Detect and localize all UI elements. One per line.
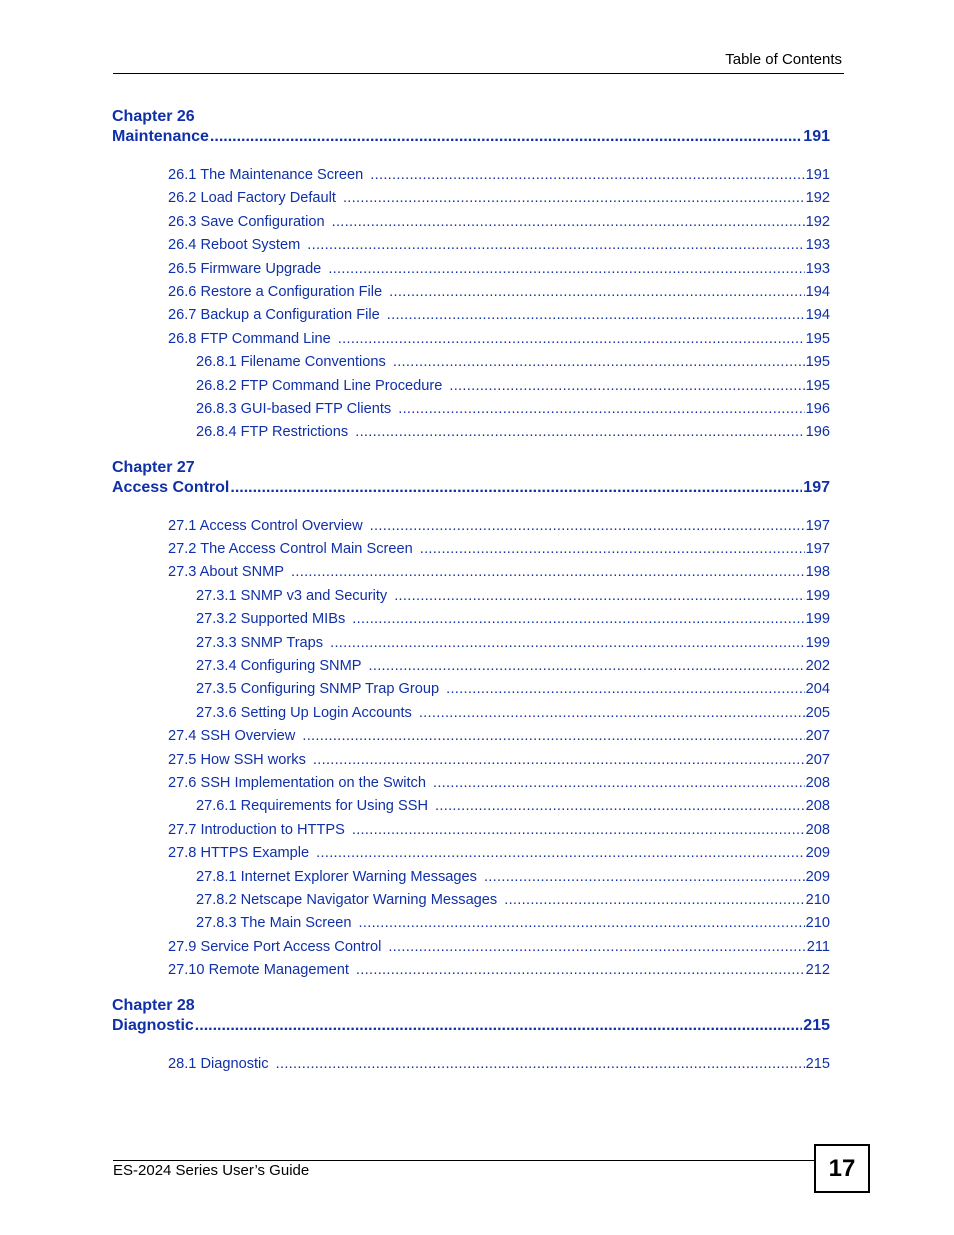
dot-leader <box>356 959 805 982</box>
toc-entry-title: 27.3 About SNMP <box>168 564 285 581</box>
footer-guide-title: ES-2024 Series User’s Guide <box>113 1162 310 1179</box>
dot-leader <box>338 328 805 351</box>
dot-leader <box>359 912 805 935</box>
dot-leader <box>433 772 805 795</box>
toc-entry-page: 198 <box>805 564 830 581</box>
dot-leader <box>316 842 805 865</box>
toc-entry-page: 211 <box>806 938 830 955</box>
toc-entry[interactable] <box>112 678 830 701</box>
toc-entry[interactable] <box>112 749 830 772</box>
toc-entry-page: 195 <box>805 377 830 394</box>
toc-entry[interactable] <box>112 912 830 935</box>
toc-entry[interactable] <box>112 959 830 982</box>
toc-entry-title: 26.2 Load Factory Default <box>168 190 336 207</box>
toc-entry-title: 27.3.6 Setting Up Login Accounts <box>196 704 412 721</box>
toc-entry[interactable] <box>112 281 830 304</box>
toc-entry[interactable] <box>112 187 830 210</box>
page-number: 17 <box>814 1144 870 1193</box>
toc-entry-page: 212 <box>805 962 830 979</box>
chapter-title: Maintenance <box>112 128 209 145</box>
chapter-page: 197 <box>803 478 830 496</box>
toc-entry-page: 196 <box>805 400 830 417</box>
toc-entry-title: 27.8.3 The Main Screen <box>196 915 352 932</box>
toc-entry-page: 210 <box>805 891 830 908</box>
toc-entry-page: 197 <box>805 517 830 534</box>
dot-leader <box>419 702 805 725</box>
toc-entry-page: 209 <box>805 845 830 862</box>
dot-leader <box>398 398 804 421</box>
toc-entry-title: 26.5 Firmware Upgrade <box>168 260 322 277</box>
toc-entry[interactable] <box>112 421 830 444</box>
chapter-label[interactable]: Chapter 28 <box>112 996 195 1014</box>
table-of-contents <box>112 107 830 1089</box>
dot-leader <box>307 234 804 257</box>
toc-entry-title: 26.8 FTP Command Line <box>168 330 331 347</box>
toc-entry-title: 27.3.4 Configuring SNMP <box>196 658 362 675</box>
chapter-page: 215 <box>803 1016 830 1034</box>
dot-leader <box>484 866 805 889</box>
dot-leader <box>276 1053 805 1076</box>
toc-entry-page: 205 <box>805 704 830 721</box>
toc-entry-page: 193 <box>805 237 830 254</box>
header-divider <box>113 73 844 74</box>
toc-entry[interactable] <box>112 1053 830 1076</box>
chapter-block <box>112 458 830 983</box>
toc-entry-page: 195 <box>805 354 830 371</box>
chapter-page: 191 <box>803 128 830 145</box>
toc-entry-page: 197 <box>805 541 830 558</box>
chapter-title: Diagnostic <box>112 1016 194 1034</box>
toc-entry-page: 194 <box>805 307 830 324</box>
toc-entry-title: 27.2 The Access Control Main Screen <box>168 541 413 558</box>
toc-entry-title: 26.8.1 Filename Conventions <box>196 354 386 371</box>
dot-leader <box>332 211 805 234</box>
dot-leader <box>370 515 805 538</box>
toc-entry-title: 26.1 The Maintenance Screen <box>168 167 364 183</box>
dot-leader <box>343 187 805 210</box>
toc-entry-page: 215 <box>805 1055 830 1072</box>
dot-leader <box>435 795 805 818</box>
toc-entry[interactable] <box>112 632 830 655</box>
toc-entry-title: 26.3 Save Configuration <box>168 213 325 230</box>
toc-entry-page: 204 <box>805 681 830 698</box>
toc-entry-title: 26.4 Reboot System <box>168 237 301 254</box>
toc-entry-page: 199 <box>805 587 830 604</box>
toc-entry[interactable] <box>112 702 830 725</box>
toc-entry[interactable] <box>112 936 830 959</box>
toc-entry-title: 27.8.2 Netscape Navigator Warning Messages <box>196 891 498 908</box>
toc-entry-title: 26.8.4 FTP Restrictions <box>196 424 349 441</box>
dot-leader <box>449 375 804 398</box>
toc-entry-page: 199 <box>805 611 830 628</box>
dot-leader <box>328 258 804 281</box>
toc-entry[interactable] <box>112 258 830 281</box>
dot-leader <box>330 632 805 655</box>
toc-entry[interactable] <box>112 304 830 327</box>
running-header: Table of Contents <box>725 51 842 68</box>
chapter-label[interactable]: Chapter 26 <box>112 108 195 125</box>
dot-leader <box>352 819 805 842</box>
toc-entry-title: 27.6 SSH Implementation on the Switch <box>168 774 426 791</box>
toc-entry[interactable] <box>112 655 830 678</box>
chapter-title: Access Control <box>112 478 230 496</box>
toc-entry-title: 26.8.2 FTP Command Line Procedure <box>196 377 443 394</box>
toc-entry-title: 27.7 Introduction to HTTPS <box>168 821 345 838</box>
toc-entry-title: 27.8.1 Internet Explorer Warning Messages <box>196 868 477 885</box>
chapter-title-link[interactable] <box>112 127 830 147</box>
dot-leader <box>195 1016 803 1036</box>
toc-entry-title: 27.3.2 Supported MIBs <box>196 611 346 628</box>
dot-leader <box>504 889 804 912</box>
dot-leader <box>230 478 802 498</box>
toc-entry[interactable] <box>112 772 830 795</box>
toc-entry-title: 27.1 Access Control Overview <box>168 517 363 534</box>
toc-entry[interactable] <box>112 211 830 234</box>
toc-entry[interactable] <box>112 164 830 187</box>
toc-entry-page: 192 <box>805 213 830 230</box>
toc-entry-title: 27.3.3 SNMP Traps <box>196 634 324 651</box>
toc-entry-title: 27.3.1 SNMP v3 and Security <box>196 587 388 604</box>
toc-entry-title: 27.8 HTTPS Example <box>168 845 310 862</box>
toc-entry-page: 192 <box>805 190 830 207</box>
dot-leader <box>302 725 804 748</box>
toc-entry[interactable] <box>112 585 830 608</box>
dot-leader <box>394 585 804 608</box>
toc-entry[interactable] <box>112 351 830 374</box>
toc-entry-page: 194 <box>805 283 830 300</box>
dot-leader <box>368 655 804 678</box>
toc-entry-title: 27.4 SSH Overview <box>168 728 296 745</box>
footer-divider <box>113 1160 814 1161</box>
toc-entry-page: 196 <box>805 424 830 441</box>
toc-entry-page: 210 <box>805 915 830 932</box>
toc-entry[interactable] <box>112 889 830 912</box>
toc-entry[interactable] <box>112 515 830 538</box>
toc-entry-page: 193 <box>805 260 830 277</box>
dot-leader <box>352 608 804 631</box>
toc-entry[interactable] <box>112 608 830 631</box>
toc-entry-page: 202 <box>805 658 830 675</box>
dot-leader <box>210 127 802 147</box>
toc-entry-page: 209 <box>805 868 830 885</box>
toc-entry[interactable] <box>112 398 830 421</box>
toc-entry-page: 199 <box>805 634 830 651</box>
chapter-label[interactable]: Chapter 27 <box>112 458 195 476</box>
toc-entry-title: 26.8.3 GUI-based FTP Clients <box>196 400 392 417</box>
chapter-block <box>112 107 830 445</box>
toc-entry[interactable] <box>112 819 830 842</box>
dot-leader <box>388 936 805 959</box>
dot-leader <box>389 281 804 304</box>
dot-leader <box>387 304 805 327</box>
chapter-title-link[interactable] <box>112 478 830 498</box>
toc-entry[interactable] <box>112 795 830 818</box>
toc-entry-title: 26.7 Backup a Configuration File <box>168 307 380 324</box>
toc-entry-title: 27.9 Service Port Access Control <box>168 938 382 955</box>
toc-entry-title: 26.6 Restore a Configuration File <box>168 283 383 300</box>
toc-entry[interactable] <box>112 561 830 584</box>
toc-entry[interactable] <box>112 328 830 351</box>
toc-entry-title: 28.1 Diagnostic <box>168 1055 269 1072</box>
toc-entry[interactable] <box>112 375 830 398</box>
dot-leader <box>370 164 804 187</box>
toc-entry-title: 27.10 Remote Management <box>168 962 349 979</box>
dot-leader <box>420 538 805 561</box>
toc-entry-page: 208 <box>805 798 830 815</box>
toc-entry-page: 208 <box>805 821 830 838</box>
toc-entry-title: 27.3.5 Configuring SNMP Trap Group <box>196 681 440 698</box>
toc-entry[interactable] <box>112 866 830 889</box>
toc-entry-title: 27.6.1 Requirements for Using SSH <box>196 798 428 815</box>
toc-entry-page: 207 <box>805 728 830 745</box>
chapter-title-link[interactable] <box>112 1016 830 1036</box>
toc-entry[interactable] <box>112 842 830 865</box>
dot-leader <box>313 749 805 772</box>
chapter-block <box>112 996 830 1076</box>
toc-entry-page: 208 <box>805 774 830 791</box>
dot-leader <box>393 351 805 374</box>
toc-entry[interactable] <box>112 538 830 561</box>
toc-entry[interactable] <box>112 234 830 257</box>
toc-entry-title: 27.5 How SSH works <box>168 751 306 768</box>
toc-entry-page: 191 <box>805 167 830 183</box>
dot-leader <box>446 678 805 701</box>
toc-entry[interactable] <box>112 725 830 748</box>
toc-entry-page: 207 <box>805 751 830 768</box>
dot-leader <box>291 561 805 584</box>
toc-entry-page: 195 <box>805 330 830 347</box>
dot-leader <box>355 421 804 444</box>
